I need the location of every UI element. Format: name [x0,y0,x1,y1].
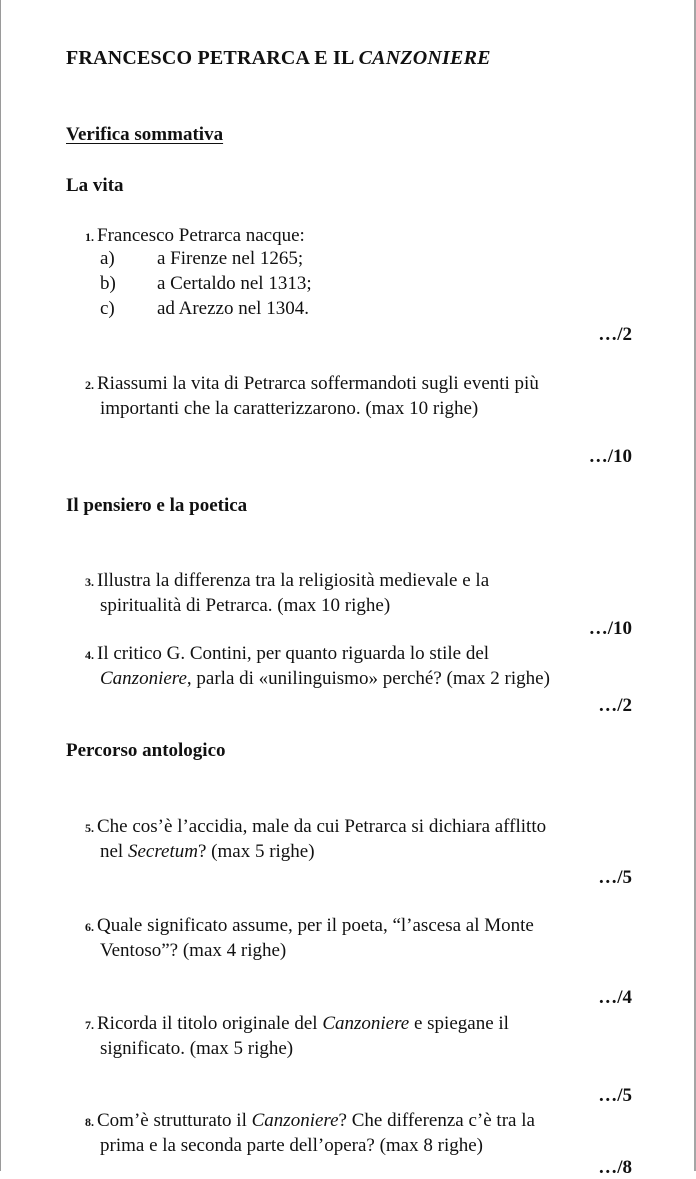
question-4-line2-rest: , parla di «unilinguismo» perché? (max 2 righe) [186,668,550,689]
question-3-score: …/10 [588,618,632,639]
section-la-vita: La vita [66,175,124,196]
question-6 [85,914,534,939]
question-6-line1: Quale significato assume, per il poeta, “l’ascesa al Monte [97,915,534,936]
question-5-number: 5. [85,821,94,835]
question-7-line1-rest: e spiegane il [409,1013,509,1034]
question-1-score: …/2 [598,324,632,345]
heading-verifica: Verifica sommativa [66,124,224,145]
question-1-option-a [100,248,303,270]
question-5-line2-rest: ? (max 5 righe) [197,841,315,862]
question-5-line2 [100,840,315,864]
question-8-line1-rest: ? Che differenza c’è tra la [338,1110,535,1131]
question-3-number: 3. [85,575,94,589]
question-2-line1: Riassumi la vita di Petrarca soffermandoti sugli eventi più [97,373,539,394]
question-4-score: …/2 [598,695,632,716]
question-2-number: 2. [85,378,94,392]
question-6-line2: Ventoso”? (max 4 righe) [100,940,287,961]
question-1 [85,224,305,249]
page-left-edge [0,0,1,1171]
section-percorso-antologico: Percorso antologico [66,740,226,761]
question-6-score: …/4 [598,987,632,1008]
question-7-score: …/5 [598,1085,632,1106]
question-4-number: 4. [85,648,94,662]
question-2-line2: importanti che la caratterizzarono. (max 10 righe) [100,398,479,419]
option-text: a Firenze nel 1265; [157,248,304,269]
title-italic: CANZONIERE [358,47,491,69]
question-4-italic-word: Canzoniere [100,668,187,689]
question-7 [85,1012,509,1037]
question-8-line2: prima e la seconda parte dell’opera? (max 8 righe) [100,1135,483,1156]
question-4 [85,642,489,667]
question-5-italic-word: Secretum [127,841,198,862]
question-8-line1-pre: Com’è strutturato il [97,1110,252,1131]
question-6-number: 6. [85,920,94,934]
question-8-score: …/8 [598,1157,632,1178]
document-title [66,47,491,70]
option-text: a Certaldo nel 1313; [157,273,312,294]
question-3-line1: Illustra la differenza tra la religiosità medievale e la [97,570,490,591]
question-4-line1: Il critico G. Contini, per quanto riguarda lo stile del [97,643,490,664]
question-1-option-b [100,273,312,295]
question-1-number: 1. [85,230,94,244]
question-7-line1-pre: Ricorda il titolo originale del [97,1013,323,1034]
option-letter: b) [100,273,116,294]
title-main: FRANCESCO PETRARCA E IL [66,47,359,69]
option-letter: a) [100,248,115,269]
question-8-number: 8. [85,1115,94,1129]
question-8 [85,1109,535,1134]
question-4-line2 [100,667,550,691]
question-8-italic-word: Canzoniere [251,1110,339,1131]
question-5 [85,815,546,840]
question-7-number: 7. [85,1018,94,1032]
question-7-italic-word: Canzoniere [322,1013,410,1034]
question-5-score: …/5 [598,867,632,888]
question-3-line2: spiritualità di Petrarca. (max 10 righe) [100,595,391,616]
question-5-line2-pre: nel [100,841,128,862]
section-pensiero-poetica: Il pensiero e la poetica [66,495,248,516]
option-text: ad Arezzo nel 1304. [157,298,309,319]
question-3 [85,569,489,594]
question-2-score: …/10 [588,446,632,467]
question-1-option-c [100,298,309,320]
option-letter: c) [100,298,115,319]
question-7-line2: significato. (max 5 righe) [100,1038,294,1059]
question-2 [85,372,539,397]
question-5-line1: Che cos’è l’accidia, male da cui Petrarca si dichiara afflitto [97,816,547,837]
question-1-text: Francesco Petrarca nacque: [97,225,305,246]
